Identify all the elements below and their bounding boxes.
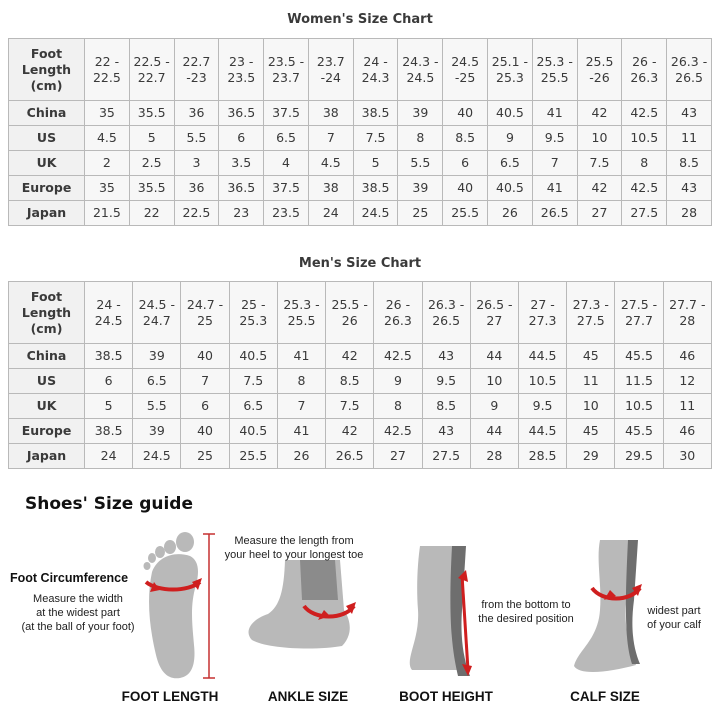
table-cell: 7.5 [353, 126, 398, 151]
table-cell: 11 [663, 394, 711, 419]
table-cell: 42 [326, 419, 374, 444]
range-header-cell: 24.3 - 24.5 [398, 39, 443, 101]
table-cell: 45.5 [615, 419, 663, 444]
row-label: Europe [9, 419, 85, 444]
table-cell: 46 [663, 419, 711, 444]
table-cell: 6 [85, 369, 133, 394]
table-cell: 3.5 [219, 151, 264, 176]
table-cell: 4.5 [85, 126, 130, 151]
table-cell: 44 [470, 344, 518, 369]
table-cell: 40 [181, 344, 229, 369]
table-cell: 4 [264, 151, 309, 176]
table-cell: 35.5 [129, 101, 174, 126]
table-cell: 7.5 [326, 394, 374, 419]
range-header-cell: 25.3 - 25.5 [532, 39, 577, 101]
row-label: Europe [9, 176, 85, 201]
table-cell: 10.5 [518, 369, 566, 394]
table-cell: 41 [532, 176, 577, 201]
table-cell: 24.5 [133, 444, 181, 469]
range-header-cell: 24 - 24.3 [353, 39, 398, 101]
table-cell: 40.5 [229, 344, 277, 369]
table-cell: 24.5 [353, 201, 398, 226]
table-cell: 27.5 [422, 444, 470, 469]
table-cell: 6 [181, 394, 229, 419]
table-cell: 10 [567, 394, 615, 419]
table-cell: 40.5 [488, 176, 533, 201]
row-label: US [9, 369, 85, 394]
table-cell: 38.5 [353, 176, 398, 201]
range-header-cell: 24.7 - 25 [181, 282, 229, 344]
table-cell: 41 [277, 344, 325, 369]
table-cell: 6.5 [133, 369, 181, 394]
table-cell: 8 [277, 369, 325, 394]
table-cell: 23.5 [264, 201, 309, 226]
table-cell: 35 [85, 101, 130, 126]
boot-leg-illustration [410, 546, 472, 676]
table-cell: 3 [174, 151, 219, 176]
table-cell: 26 [488, 201, 533, 226]
table-cell: 8 [398, 126, 443, 151]
foot-length-header: Foot Length (cm) [9, 39, 85, 101]
calf-size-caption: CALF SIZE [570, 689, 640, 704]
table-cell: 10.5 [622, 126, 667, 151]
range-header-cell: 26.3 - 26.5 [422, 282, 470, 344]
table-cell: 40.5 [229, 419, 277, 444]
table-cell: 9.5 [532, 126, 577, 151]
row-label: UK [9, 394, 85, 419]
table-cell: 11 [567, 369, 615, 394]
table-cell: 8 [622, 151, 667, 176]
table-cell: 40 [443, 101, 488, 126]
range-header-cell: 22.5 - 22.7 [129, 39, 174, 101]
table-cell: 44 [470, 419, 518, 444]
ankle-size-caption: ANKLE SIZE [267, 689, 349, 704]
table-cell: 5.5 [174, 126, 219, 151]
table-cell: 10.5 [615, 394, 663, 419]
range-header-cell: 25.5 - 26 [326, 282, 374, 344]
range-header-cell: 27.7 - 28 [663, 282, 711, 344]
row-label: UK [9, 151, 85, 176]
table-cell: 42.5 [622, 176, 667, 201]
table-cell: 24 [85, 444, 133, 469]
table-cell: 2 [85, 151, 130, 176]
table-cell: 26 [277, 444, 325, 469]
table-cell: 24 [308, 201, 353, 226]
table-cell: 11 [667, 126, 712, 151]
table-cell: 36 [174, 176, 219, 201]
foot-circumference-title: Foot Circumference [10, 571, 129, 585]
range-header-cell: 27.3 - 27.5 [567, 282, 615, 344]
table-cell: 36.5 [219, 176, 264, 201]
table-cell: 38.5 [85, 419, 133, 444]
row-label: China [9, 101, 85, 126]
table-cell: 39 [133, 419, 181, 444]
table-cell: 22.5 [174, 201, 219, 226]
table-cell: 39 [398, 176, 443, 201]
table-cell: 28 [667, 201, 712, 226]
row-label: Japan [9, 444, 85, 469]
table-cell: 45 [567, 344, 615, 369]
range-header-cell: 26 - 26.3 [622, 39, 667, 101]
table-cell: 5.5 [398, 151, 443, 176]
row-label: Japan [9, 201, 85, 226]
table-cell: 42.5 [622, 101, 667, 126]
table-cell: 23 [219, 201, 264, 226]
table-cell: 44.5 [518, 344, 566, 369]
table-cell: 6.5 [488, 151, 533, 176]
men-chart-title: Men's Size Chart [298, 256, 422, 271]
table-cell: 46 [663, 344, 711, 369]
women-chart-title: Women's Size Chart [287, 12, 433, 27]
table-cell: 39 [133, 344, 181, 369]
table-cell: 42.5 [374, 344, 422, 369]
table-cell: 11.5 [615, 369, 663, 394]
range-header-cell: 25 - 25.3 [229, 282, 277, 344]
boot-height-caption: BOOT HEIGHT [399, 689, 493, 704]
table-cell: 4.5 [308, 151, 353, 176]
table-cell: 40.5 [488, 101, 533, 126]
table-cell: 7 [532, 151, 577, 176]
table-cell: 7.5 [229, 369, 277, 394]
table-cell: 42 [577, 176, 622, 201]
table-cell: 25.5 [443, 201, 488, 226]
table-cell: 25 [181, 444, 229, 469]
table-cell: 8 [374, 394, 422, 419]
table-cell: 7 [181, 369, 229, 394]
table-cell: 5 [85, 394, 133, 419]
table-cell: 29 [567, 444, 615, 469]
table-cell: 28 [470, 444, 518, 469]
table-cell: 22 [129, 201, 174, 226]
range-header-cell: 25.5 -26 [577, 39, 622, 101]
table-cell: 8.5 [443, 126, 488, 151]
table-cell: 9 [470, 394, 518, 419]
range-header-cell: 25.3 - 25.5 [277, 282, 325, 344]
table-cell: 21.5 [85, 201, 130, 226]
table-cell: 42 [577, 101, 622, 126]
table-cell: 10 [470, 369, 518, 394]
table-cell: 40 [443, 176, 488, 201]
table-cell: 35 [85, 176, 130, 201]
table-cell: 25 [398, 201, 443, 226]
table-cell: 29.5 [615, 444, 663, 469]
boot-height-desc: from the bottom to the desired position [478, 599, 574, 625]
row-label: US [9, 126, 85, 151]
foot-length-caption: FOOT LENGTH [121, 689, 219, 704]
table-cell: 7 [277, 394, 325, 419]
table-cell: 43 [422, 344, 470, 369]
table-cell: 9 [488, 126, 533, 151]
table-cell: 26.5 [532, 201, 577, 226]
table-cell: 40 [181, 419, 229, 444]
range-header-cell: 25.1 - 25.3 [488, 39, 533, 101]
table-cell: 38 [308, 176, 353, 201]
table-cell: 37.5 [264, 101, 309, 126]
ankle-illustration [249, 560, 356, 648]
table-cell: 27 [374, 444, 422, 469]
range-header-cell: 23 - 23.5 [219, 39, 264, 101]
range-header-cell: 27.5 - 27.7 [615, 282, 663, 344]
row-label: China [9, 344, 85, 369]
table-cell: 25.5 [229, 444, 277, 469]
table-cell: 5 [353, 151, 398, 176]
range-header-cell: 24.5 - 24.7 [133, 282, 181, 344]
table-cell: 36 [174, 101, 219, 126]
table-cell: 38.5 [353, 101, 398, 126]
size-guide-title: Shoes' Size guide [25, 494, 194, 514]
table-cell: 45 [567, 419, 615, 444]
table-cell: 41 [532, 101, 577, 126]
table-cell: 38 [308, 101, 353, 126]
table-cell: 30 [663, 444, 711, 469]
table-cell: 9 [374, 369, 422, 394]
table-cell: 12 [663, 369, 711, 394]
table-cell: 7 [308, 126, 353, 151]
table-cell: 45.5 [615, 344, 663, 369]
table-cell: 42 [326, 344, 374, 369]
foot-circumference-desc: Measure the width at the widest part (at the ball of your foot) [21, 593, 135, 633]
table-cell: 10 [577, 126, 622, 151]
table-cell: 5.5 [133, 394, 181, 419]
range-header-cell: 26.3 - 26.5 [667, 39, 712, 101]
range-header-cell: 24.5 -25 [443, 39, 488, 101]
table-cell: 38.5 [85, 344, 133, 369]
range-header-cell: 22 - 22.5 [85, 39, 130, 101]
table-cell: 8.5 [422, 394, 470, 419]
range-header-cell: 24 - 24.5 [85, 282, 133, 344]
table-cell: 42.5 [374, 419, 422, 444]
table-cell: 43 [667, 101, 712, 126]
table-cell: 9.5 [518, 394, 566, 419]
range-header-cell: 26 - 26.3 [374, 282, 422, 344]
table-cell: 28.5 [518, 444, 566, 469]
range-header-cell: 27 - 27.3 [518, 282, 566, 344]
calf-desc: widest part of your calf [647, 605, 701, 631]
range-header-cell: 22.7 -23 [174, 39, 219, 101]
table-cell: 6 [443, 151, 488, 176]
table-cell: 43 [667, 176, 712, 201]
range-header-cell: 23.5 - 23.7 [264, 39, 309, 101]
table-cell: 26.5 [326, 444, 374, 469]
table-cell: 8.5 [667, 151, 712, 176]
table-cell: 44.5 [518, 419, 566, 444]
table-cell: 6.5 [264, 126, 309, 151]
table-cell: 9.5 [422, 369, 470, 394]
table-cell: 6 [219, 126, 264, 151]
table-cell: 35.5 [129, 176, 174, 201]
foot-sole-illustration [144, 532, 216, 678]
foot-length-header: Foot Length (cm) [9, 282, 85, 344]
table-cell: 7.5 [577, 151, 622, 176]
table-cell: 8.5 [326, 369, 374, 394]
table-cell: 39 [398, 101, 443, 126]
length-desc: Measure the length from your heel to your longest toe [224, 535, 364, 561]
table-cell: 6.5 [229, 394, 277, 419]
table-cell: 36.5 [219, 101, 264, 126]
table-cell: 41 [277, 419, 325, 444]
table-cell: 5 [129, 126, 174, 151]
table-cell: 2.5 [129, 151, 174, 176]
range-header-cell: 26.5 - 27 [470, 282, 518, 344]
range-header-cell: 23.7 -24 [308, 39, 353, 101]
table-cell: 37.5 [264, 176, 309, 201]
table-cell: 27.5 [622, 201, 667, 226]
table-cell: 43 [422, 419, 470, 444]
table-cell: 27 [577, 201, 622, 226]
